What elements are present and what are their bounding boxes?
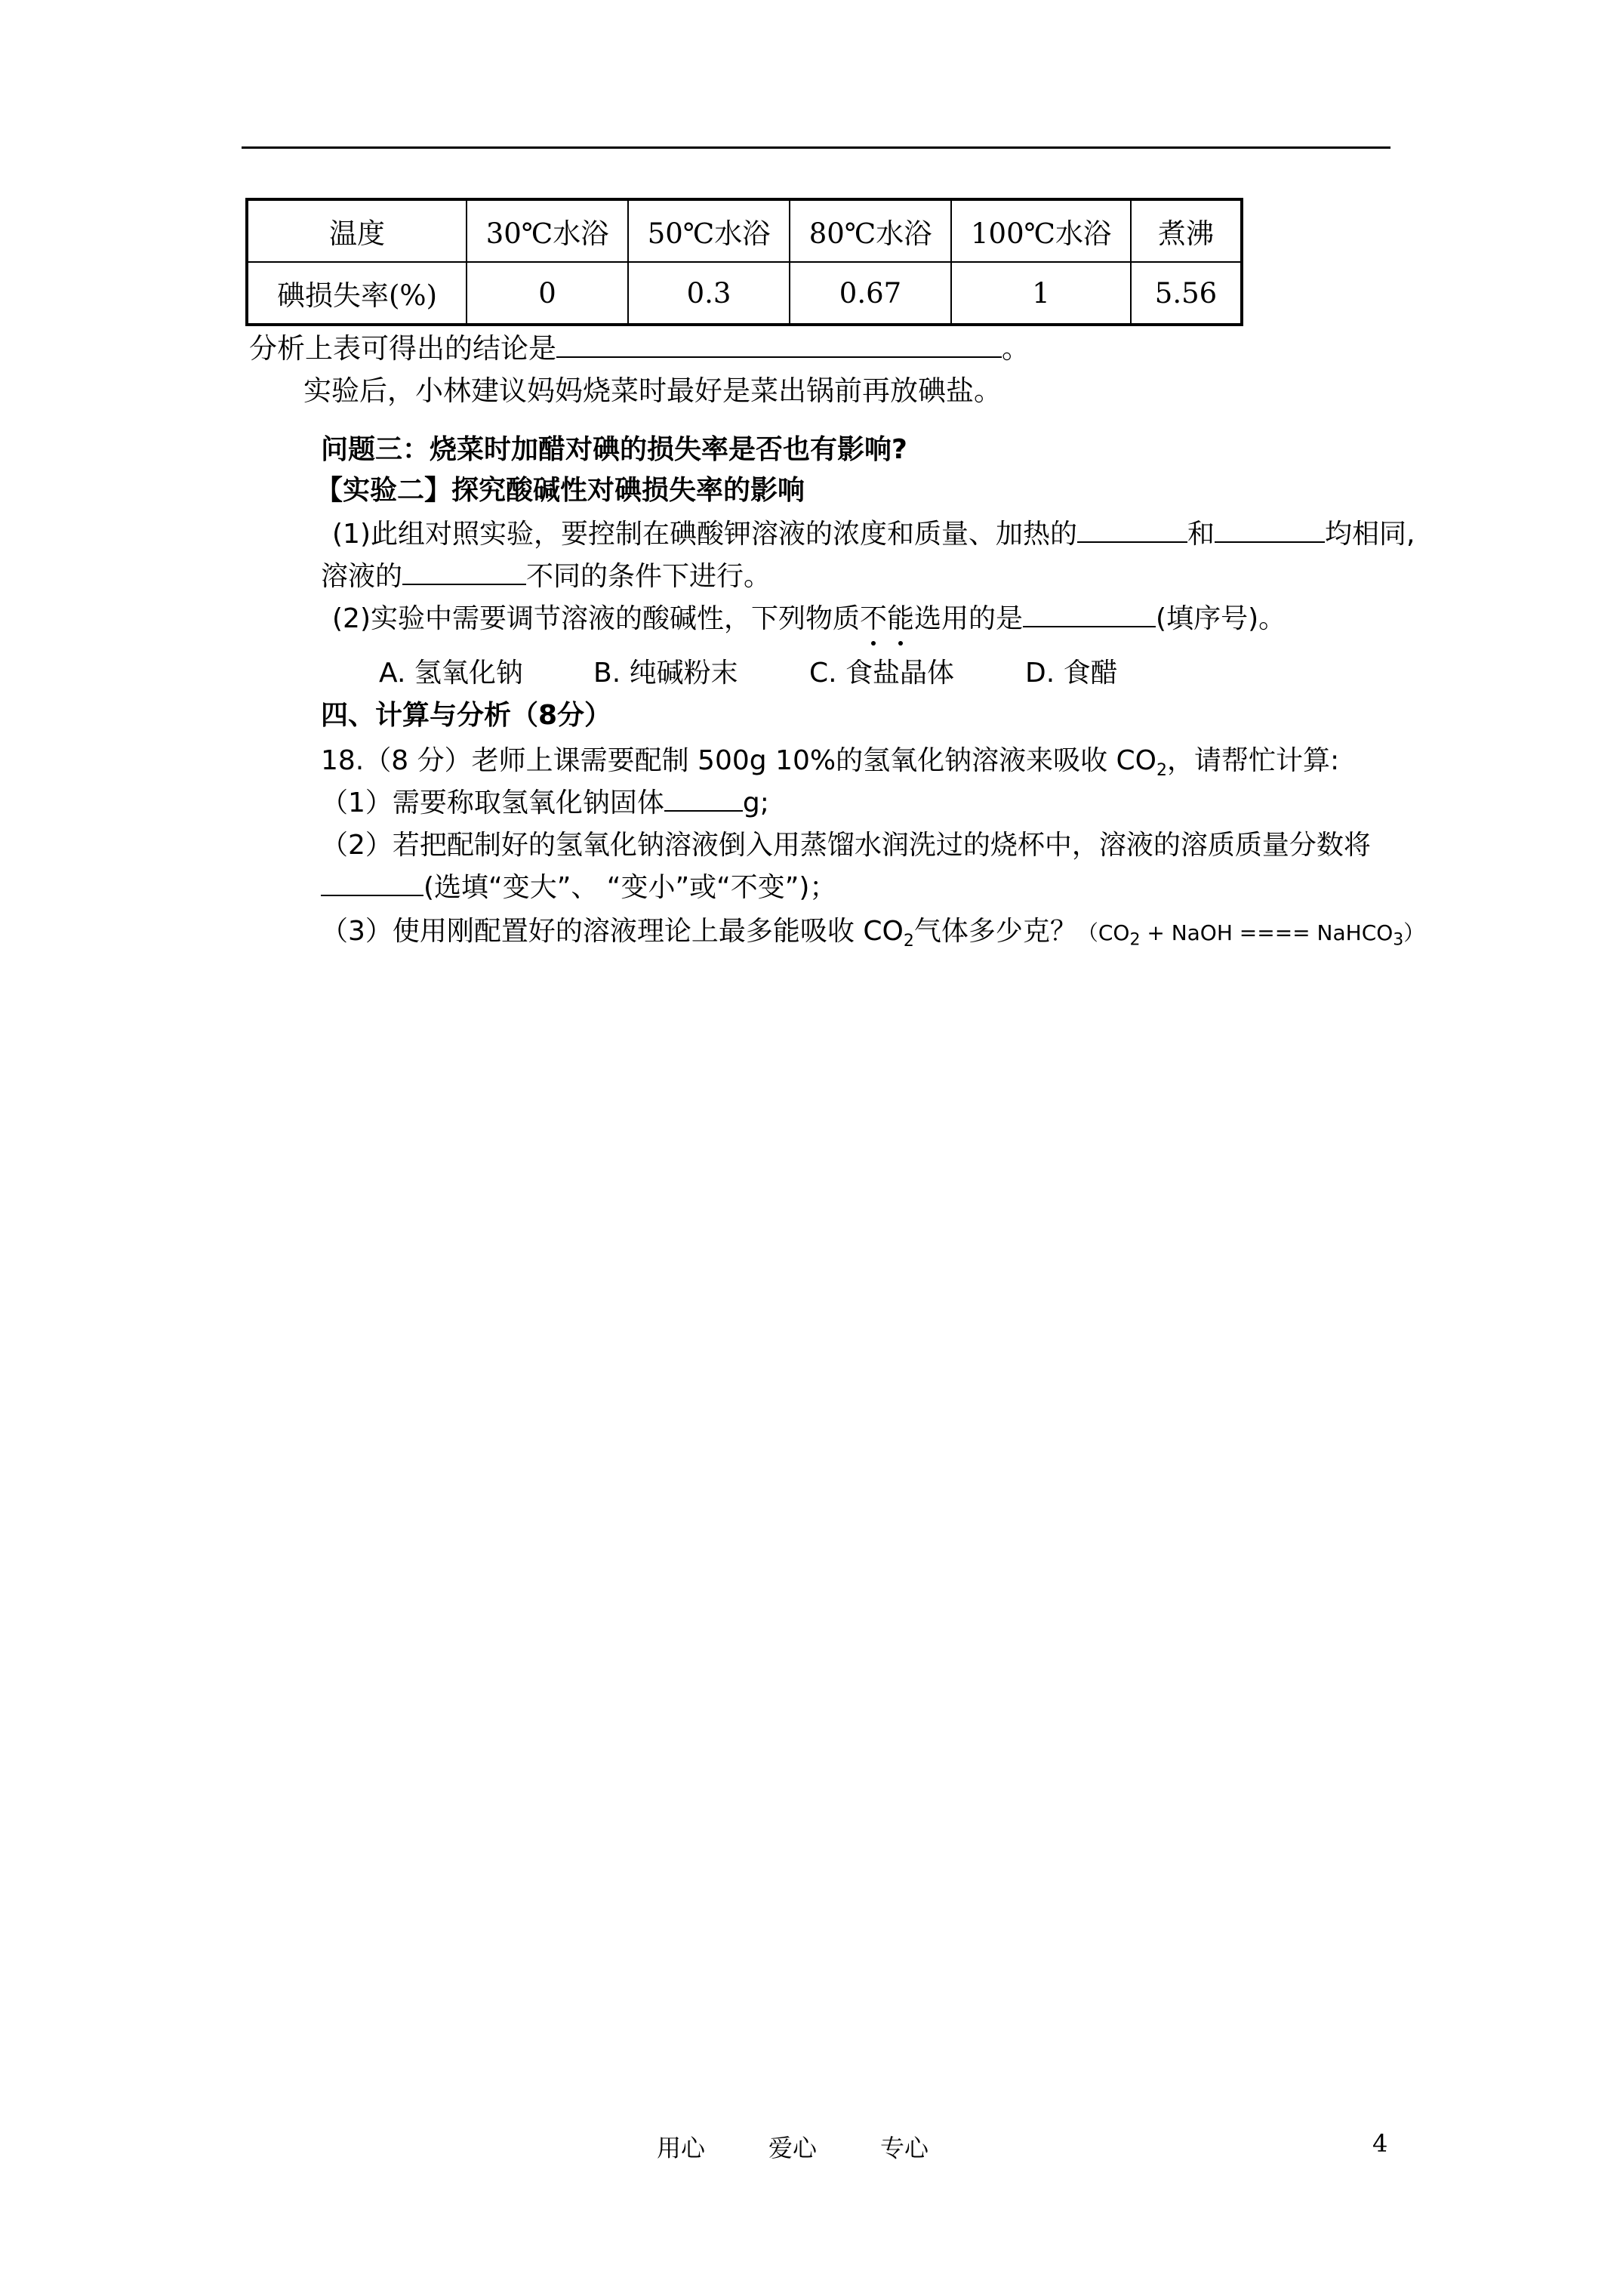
- header-rule: [242, 146, 1390, 149]
- q18-part1-prefix: （1）需要称取氢氧化钠固体: [321, 787, 664, 818]
- table-cell: 0.3: [628, 262, 790, 325]
- q1-blank-2[interactable]: [1215, 519, 1325, 543]
- q2-prefix: (2)实验中需要调节溶液的酸碱性，下列物质: [332, 603, 860, 634]
- q18-stem: [321, 744, 1339, 781]
- q1-line2: [321, 560, 771, 593]
- q1-part-d: 不同的条件下进行。: [526, 561, 771, 592]
- q1-blank-3[interactable]: [402, 561, 526, 585]
- q2-emphasis-1: 不: [860, 603, 888, 634]
- equation-sub3: 3: [1393, 930, 1404, 950]
- q1-part-a: (1)此组对照实验，要控制在碘酸钾溶液的浓度和质量、加热的: [332, 519, 1077, 550]
- q2-suffix: (填序号)。: [1156, 603, 1286, 634]
- q18-score: （8 分）老师上课需要配制 500g 10%的氢氧化钠溶液来吸收 CO: [364, 745, 1156, 776]
- q1-and: 和: [1187, 519, 1215, 550]
- footer-motto-3: 专心: [880, 2134, 929, 2162]
- equation-c: ）: [1403, 920, 1425, 945]
- table-cell: 5.56: [1131, 262, 1242, 325]
- q18-part2-blank[interactable]: [321, 872, 423, 896]
- q18-number: 18.: [321, 745, 365, 776]
- equation-a: （CO: [1076, 920, 1130, 945]
- equation: [1076, 920, 1425, 950]
- equation-b: + NaOH ==== NaHCO: [1140, 920, 1394, 945]
- suggestion-text: 实验后，小林建议妈妈烧菜时最好是菜出锅前再放碘盐。: [303, 374, 1002, 407]
- iodine-loss-table: [245, 198, 1243, 326]
- table-cell: 1: [951, 262, 1131, 325]
- q2-emphasis-2: 能: [887, 603, 915, 634]
- q18-part1-blank[interactable]: [664, 787, 743, 812]
- q18-part1-suffix: g;: [742, 787, 769, 818]
- footer-motto-2: 爱心: [768, 2134, 818, 2162]
- table-cell: 50℃水浴: [628, 199, 790, 262]
- q2-blank[interactable]: [1023, 603, 1156, 627]
- table-cell: 80℃水浴: [790, 199, 951, 262]
- table-cell: 煮沸: [1131, 199, 1242, 262]
- q18-tail: ，请帮忙计算:: [1167, 745, 1340, 776]
- conclusion-suffix: 。: [1002, 332, 1030, 365]
- q18-part3-middle: 气体多少克？: [913, 916, 1077, 947]
- table-cell: 100℃水浴: [951, 199, 1131, 262]
- q1-part-c: 溶液的: [321, 561, 403, 592]
- q1-line1: [332, 518, 1415, 550]
- table-cell: 0: [467, 262, 628, 325]
- option-d: D. 食醋: [1025, 658, 1118, 689]
- page-number: 4: [1372, 2129, 1388, 2158]
- table-cell: 30℃水浴: [467, 199, 628, 262]
- table-cell: 碘损失率(%): [247, 262, 467, 325]
- q2-line: [332, 603, 1286, 635]
- q18-part2-line2: [321, 871, 836, 904]
- q1-part-b: 均相同,: [1325, 519, 1415, 550]
- q18-part1: [321, 787, 769, 819]
- experiment-two-title: 【实验二】探究酸碱性对碘损失率的影响: [316, 475, 805, 506]
- q18-part3-prefix: （3）使用刚配置好的溶液理论上最多能吸收 CO: [321, 916, 904, 947]
- conclusion-blank[interactable]: [556, 334, 1002, 358]
- q18-part2-options: (选填“变大”、 “变小”或“不变”)；: [423, 872, 837, 903]
- conclusion-line: [249, 332, 1030, 365]
- q18-sub: 2: [1156, 761, 1167, 781]
- table-header-row: [247, 199, 1242, 262]
- q1-blank-1[interactable]: [1077, 519, 1187, 543]
- table-cell: 温度: [247, 199, 467, 262]
- q18-part3-sub: 2: [903, 932, 914, 951]
- option-b: B. 纯碱粉末: [593, 658, 738, 689]
- footer-motto-1: 用心: [657, 2134, 706, 2162]
- conclusion-prefix: 分析上表可得出的结论是: [249, 332, 556, 365]
- equation-sub: 2: [1129, 930, 1141, 950]
- q2-middle: 选用的是: [914, 603, 1024, 634]
- table-row: [247, 262, 1242, 325]
- section-four-title: 四、计算与分析（8分）: [321, 700, 612, 731]
- option-a: A. 氢氧化钠: [379, 658, 523, 689]
- table-cell: 0.67: [790, 262, 951, 325]
- option-c: C. 食盐晶体: [809, 658, 955, 689]
- q18-part2-line1: （2）若把配制好的氢氧化钠溶液倒入用蒸馏水润洗过的烧杯中，溶液的溶质质量分数将: [321, 830, 1371, 861]
- question-three: 问题三：烧菜时加醋对碘的损失率是否也有影响?: [321, 434, 907, 465]
- q18-part3: [321, 915, 1424, 952]
